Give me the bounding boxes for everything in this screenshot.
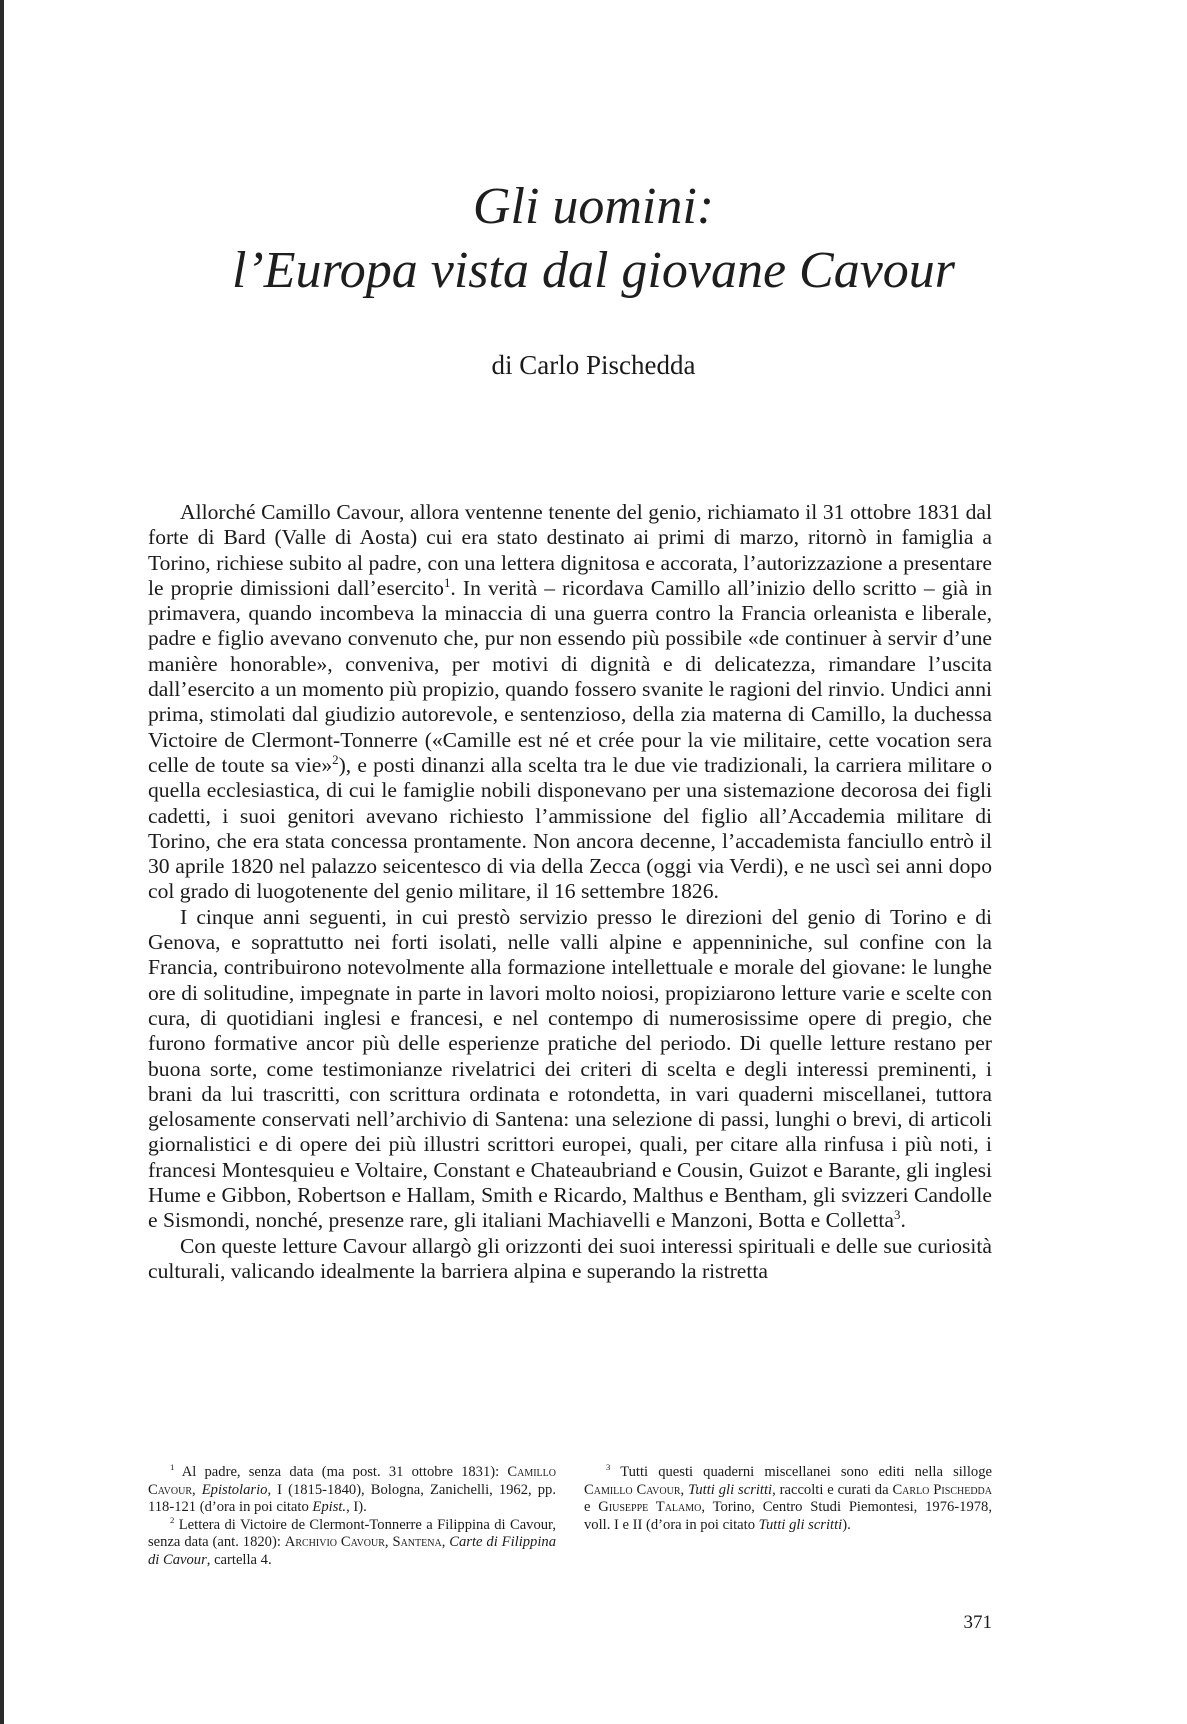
- author-byline: di Carlo Pischedda: [491, 350, 696, 380]
- footnote-work-title: Epistolario: [201, 1481, 268, 1498]
- footnote-1: [148, 1464, 556, 1517]
- footnote-number: 3: [606, 1462, 611, 1473]
- footnotes-column-left: [148, 1464, 556, 1570]
- footnote-text: ).: [842, 1516, 851, 1533]
- footnote-text: , Torino, Centro Studi Piemontesi, 1976-1978, voll. I e II (d’ora in poi citato: [584, 1499, 992, 1533]
- footnote-text: ,: [192, 1481, 202, 1498]
- footnote-author: Camillo Cavour: [584, 1481, 681, 1498]
- body-paragraph: [148, 905, 992, 1234]
- footnote-abbreviation: Epist.: [312, 1499, 347, 1516]
- title-line-1: Gli uomini:: [472, 178, 715, 235]
- footnote-editor: Carlo Pischedda: [892, 1481, 992, 1498]
- text-segment: I cinque anni seguenti, in cui prestò servizio presso le direzioni del genio di Torino e di Genova, e soprattutto nei forti isolati, nelle valli alpine e appenniniche, sul confine con la Francia, contribuirono notevolmente alla formazione intellettuale e morale del giovane: le lunghe ore di solitudine, impegnate in parte in lavori molto noiosi, propiziarono letture varie e scelte con cura, di quotidiani inglesi e francesi, e nel contempo di numerosissime opere di pregio, che furono formative ancor più delle esperienze pratiche del periodo. Di quelle letture restano per buona sorte, come testimonianze rivelatrici dei criteri di scelta e degli interessi preminenti, i brani da lui trascritti, con scrittura ordinata e rotondetta, in vari quaderni miscellanei, tuttora gelosamente conservati nell’archivio di Santena: una selezione di passi, lunghi o brevi, di articoli giornalistici e di opere dei più illustri scrittori europei, quali, per citare alla rinfusa i più noti, i francesi Montesquieu e Voltaire, Constant e Chateaubriand e Cousin, Guizot e Barante, gli inglesi Hume e Gibbon, Robertson e Hallam, Smith e Ricardo, Malthus e Bentham, gli svizzeri Candolle e Sismondi, nonché, presenze rare, gli italiani Machiavelli e Manzoni, Botta e Colletta: [148, 904, 992, 1233]
- footnote-text: , I (1815-1840), Bologna, Zanichelli, 1962, pp. 118-121 (d’ora in poi citato: [148, 1481, 556, 1516]
- footnote-2: [148, 1514, 557, 1570]
- footnote-text: e: [584, 1499, 599, 1516]
- footnote-editor: Giuseppe Talamo: [598, 1499, 702, 1516]
- footnote-ref: 1: [443, 574, 451, 590]
- footnote-text: ,: [680, 1481, 689, 1498]
- title-line-2: l’Europa vista dal giovane Cavour: [231, 242, 956, 299]
- footnotes-section: [148, 1464, 992, 1570]
- footnote-text: ,: [441, 1534, 450, 1551]
- text-segment: ), e posti dinanzi alla scelta tra le due vie tradizionali, la carriera militare o quella ecclesiastica, di cui le famiglie nobili disponevano per una sistemazione decorosa dei figli cadetti, i suoi genitori avevano richiesto l’ammissione del figlio all’Accademia militare di Torino, che era stata concessa prontamente. Non ancora decenne, l’accademista fanciullo entrò il 30 aprile 1820 nel palazzo seicentesco di via della Zecca (oggi via Verdi), e ne uscì sei anni dopo col grado di luogotenente del genio militare, il 16 settembre 1826.: [148, 752, 992, 904]
- footnote-archive: Archivio Cavour, Santena: [284, 1534, 442, 1551]
- footnote-text: , raccolti e curati da: [772, 1481, 893, 1498]
- text-segment: Con queste letture Cavour allargò gli orizzonti dei suoi interessi spirituali e delle sue curiosità culturali, valicando idealmente la barriera alpina e superando la ristretta: [148, 1233, 992, 1283]
- footnote-number: 1: [170, 1462, 175, 1473]
- page-number: 371: [963, 1612, 992, 1633]
- footnote-text: Lettera di Victoire de Clermont-Tonnerre a Filippina di Cavour, senza data (ant. 1820):: [148, 1516, 556, 1551]
- footnote-work-title: Tutti gli scritti: [688, 1481, 773, 1498]
- footnote-3: [584, 1464, 992, 1534]
- footnote-ref: 2: [332, 751, 339, 767]
- footnote-abbreviation: Tutti gli scritti: [758, 1516, 843, 1533]
- footnotes-column-right: [584, 1464, 992, 1570]
- body-paragraph: [148, 500, 992, 905]
- footnote-text: , cartella 4.: [206, 1551, 272, 1568]
- article-title: [0, 175, 1187, 303]
- footnote-work-title: Carte di Filippina di Cavour: [148, 1534, 557, 1568]
- footnote-ref: 3: [893, 1207, 901, 1223]
- text-segment: .: [900, 1208, 906, 1233]
- footnote-text: , I).: [346, 1499, 367, 1516]
- footnote-author: Camillo Cavour: [148, 1464, 556, 1498]
- article-body: [148, 500, 992, 1284]
- footnote-text: Tutti questi quaderni miscellanei sono editi nella silloge: [610, 1464, 992, 1480]
- body-paragraph: [148, 1234, 992, 1285]
- text-segment: Allorché Camillo Cavour, allora ventenne tenente del genio, richiamato il 31 ottobre 1831 dal forte di Bard (Valle di Aosta) cui era stato destinato ai primi di marzo, ritornò in famiglia a Torino, richiese subito al padre, con una lettera dignitosa e accorata, l’autorizzazione a presentare le proprie dimissioni dall’esercito: [148, 500, 992, 600]
- footnote-number: 2: [170, 1514, 175, 1525]
- footnote-text: Al padre, senza data (ma post. 31 ottobre 1831):: [174, 1464, 508, 1480]
- text-segment: . In verità – ricordava Camillo all’inizio dello scritto – già in primavera, quando incombeva la minaccia di una guerra contro la Francia orleanista e liberale, padre e figlio avevano convenuto che, pur non essendo più possibile «de continuer à servir d’une manière honorable», conveniva, per motivi di dignità e di delicatezza, rimandare l’uscita dall’esercito a un momento più propizio, quando fossero svanite le ragioni del rinvio. Undici anni prima, stimolati dal giudizio autorevole, e sentenzioso, della zia materna di Camillo, la duchessa Victoire de Clermont-Tonnerre («Camille est né et crée pour la vie militaire, cette vocation sera celle de toute sa vie»: [148, 575, 992, 777]
